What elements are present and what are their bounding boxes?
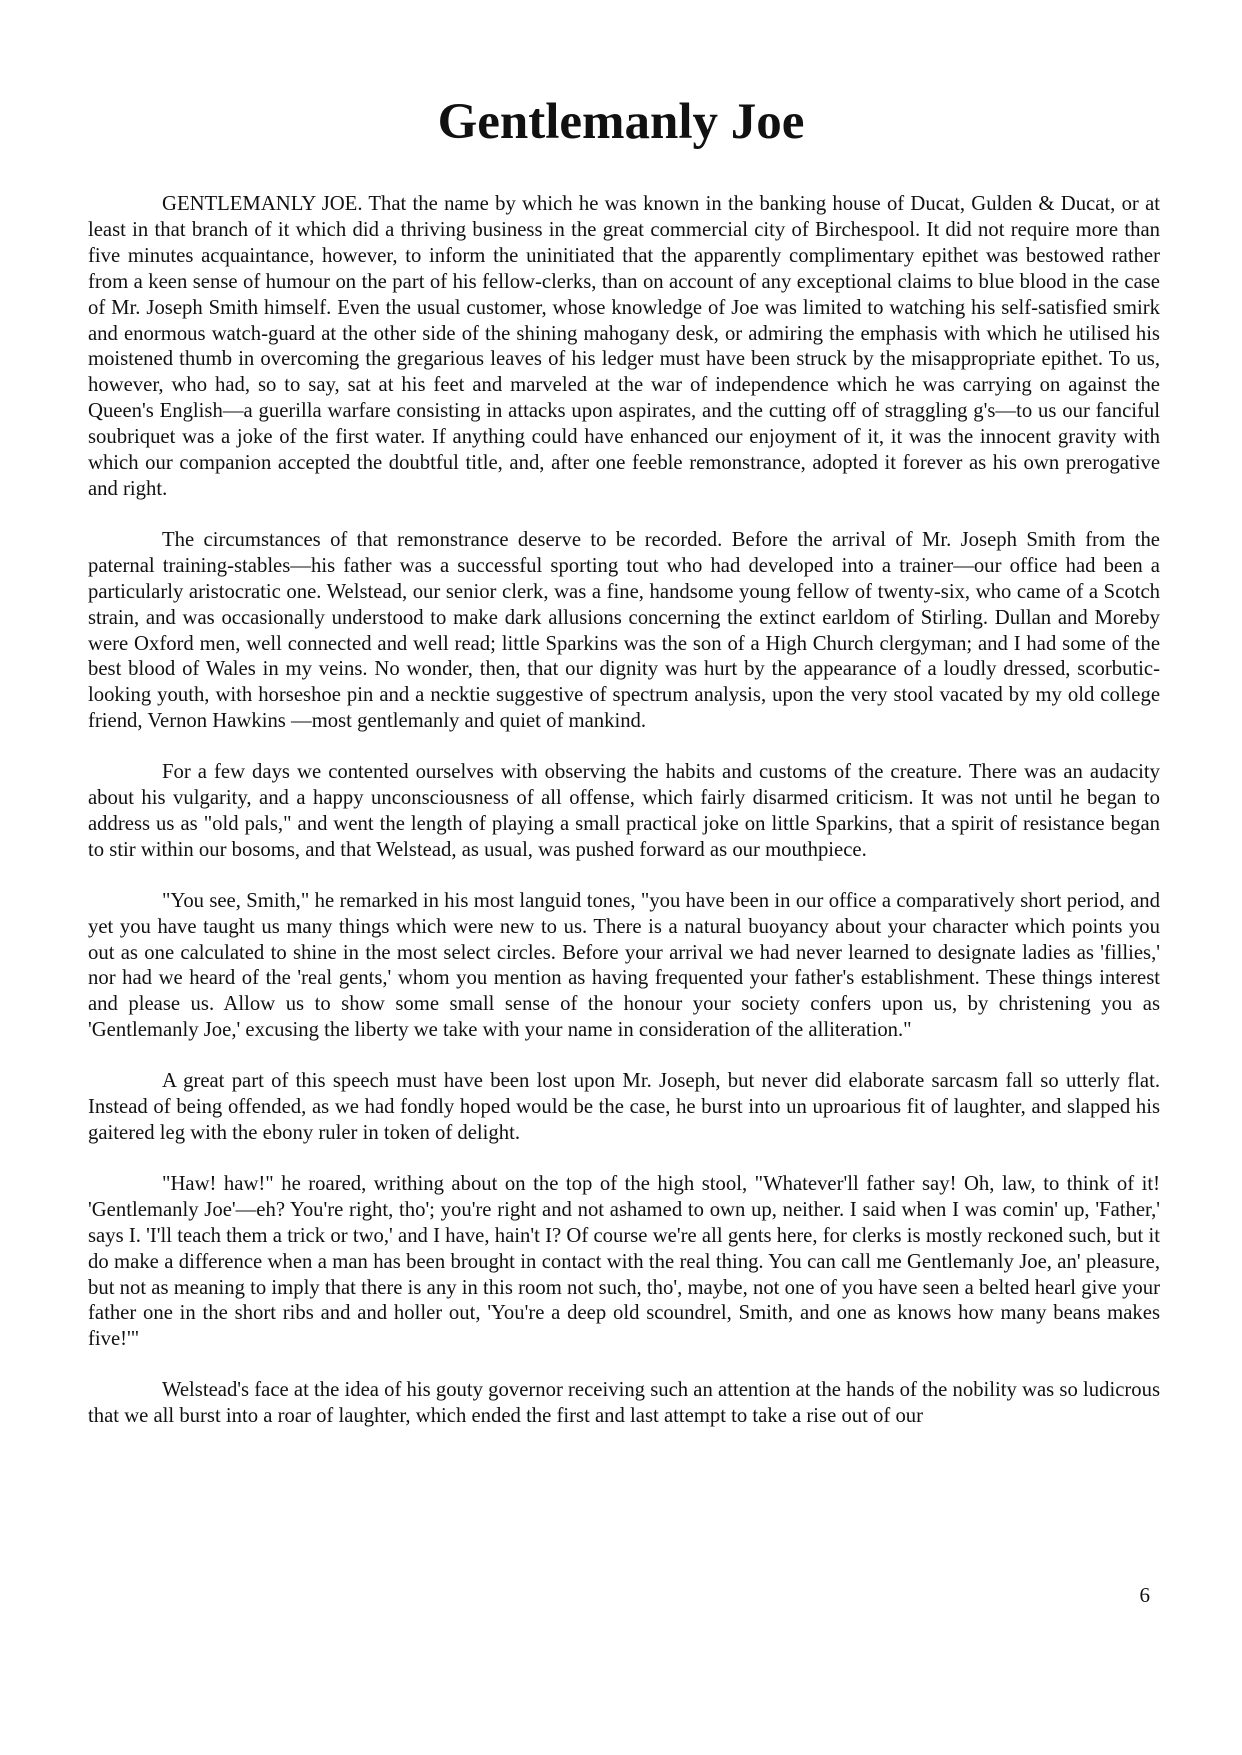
page-title: Gentlemanly Joe bbox=[437, 94, 805, 150]
paragraph: For a few days we contented ourselves with observing the habits and customs of the creature. There was an audacity about his vulgarity, and a happy unconsciousness of all offense, which fairly disarmed criticism. It was not until he began to address us as "old pals," and went the length of playing a small practical joke on little Sparkins, that a spirit of resistance began to stir within our bosoms, and that Welstead, as usual, was pushed forward as our mouthpiece. bbox=[88, 761, 1160, 861]
body-text bbox=[88, 192, 1160, 1455]
paragraph: "You see, Smith," he remarked in his most languid tones, "you have been in our office a comparatively short period, and yet you have taught us many things which were new to us. There is a natural buoyancy about your character which points you out as one calculated to shine in the most select circles. Before your arrival we had never learned to designate ladies as 'fillies,' nor had we heard of the 'real gents,' whom you mention as having frequented your father's establishment. These things interest and please us. Allow us to show some small sense of the honour your society confers upon us, by christening you as 'Gentlemanly Joe,' excusing the liberty we take with your name in consideration of the alliteration." bbox=[88, 889, 1160, 1042]
paragraph: The circumstances of that remonstrance deserve to be recorded. Before the arrival of Mr. Joseph Smith from the paternal training-stables—his father was a successful sporting tout who had developed into a trainer—our office had been a particularly aristocratic one. Welstead, our senior clerk, was a fine, handsome young fellow of twenty-six, who came of a Scotch strain, and was occasionally understood to make dark allusions concerning the extinct earldom of Stirling. Dullan and Moreby were Oxford men, well connected and well read; little Sparkins was the son of a High Church clergyman; and I had some of the best blood of Wales in my veins. No wonder, then, that our dignity was hurt by the appearance of a loudly dressed, scorbutic-looking youth, with horseshoe pin and a necktie suggestive of spectrum analysis, upon the very stool vacated by my old college friend, Vernon Hawkins —most gentlemanly and quiet of mankind. bbox=[88, 528, 1160, 733]
paragraph: A great part of this speech must have been lost upon Mr. Joseph, but never did elaborate sarcasm fall so utterly flat. Instead of being offended, as we had fondly hoped would be the case, he burst into un uproarious fit of laughter, and slapped his gaitered leg with the ebony ruler in token of delight. bbox=[88, 1070, 1160, 1144]
paragraph: GENTLEMANLY JOE. That the name by which he was known in the banking house of Ducat, Gulden & Ducat, or at least in that branch of it which did a thriving business in the great commercial city of Birchespool. It did not require more than five minutes acquaintance, however, to inform the uninitiated that the apparently complimentary epithet was bestowed rather from a keen sense of humour on the part of his fellow-clerks, than on account of any exceptional claims to blue blood in the case of Mr. Joseph Smith himself. Even the usual customer, whose knowledge of Joe was limited to watching his self-satisfied smirk and enormous watch-guard at the other side of the shining mahogany desk, or admiring the emphasis with which he utilised his moistened thumb in overcoming the gregarious leaves of his ledger must have been struck by the misappropriate epithet. To us, however, who had, so to say, sat at his feet and marveled at the war of independence which he was carrying on against the Queen's English—a guerilla warfare consisting in attacks upon aspirates, and the cutting off of straggling g's—to us our fanciful soubriquet was a joke of the first water. If anything could have enhanced our enjoyment of it, it was the innocent gravity with which our companion accepted the doubtful title, and, after one feeble remonstrance, adopted it forever as his own prerogative and right. bbox=[88, 193, 1160, 500]
page-number: 6 bbox=[1139, 1583, 1150, 1607]
paragraph: Welstead's face at the idea of his gouty governor receiving such an attention at the hands of the nobility was so ludicrous that we all burst into a roar of laughter, which ended the first and last attempt to take a rise out of our bbox=[88, 1379, 1160, 1428]
paragraph: "Haw! haw!" he roared, writhing about on the top of the high stool, "Whatever'll father say! Oh, law, to think of it! 'Gentlemanly Joe'—eh? You're right, tho'; you're right and not ashamed to own up, neither. I said when I was comin' up, 'Father,' says I. 'I'll teach them a trick or two,' and I have, hain't I? Of course we're all gents here, for clerks is mostly reckoned such, but it do make a difference when a man has been brought in contact with the real thing. You can call me Gentlemanly Joe, an' pleasure, but not as meaning to imply that there is any in this room not such, tho', maybe, not one of you have seen a belted hearl give your father one in the short ribs and and holler out, 'You're a deep old scoundrel, Smith, and one as knows how many beans makes five!'" bbox=[88, 1172, 1160, 1351]
